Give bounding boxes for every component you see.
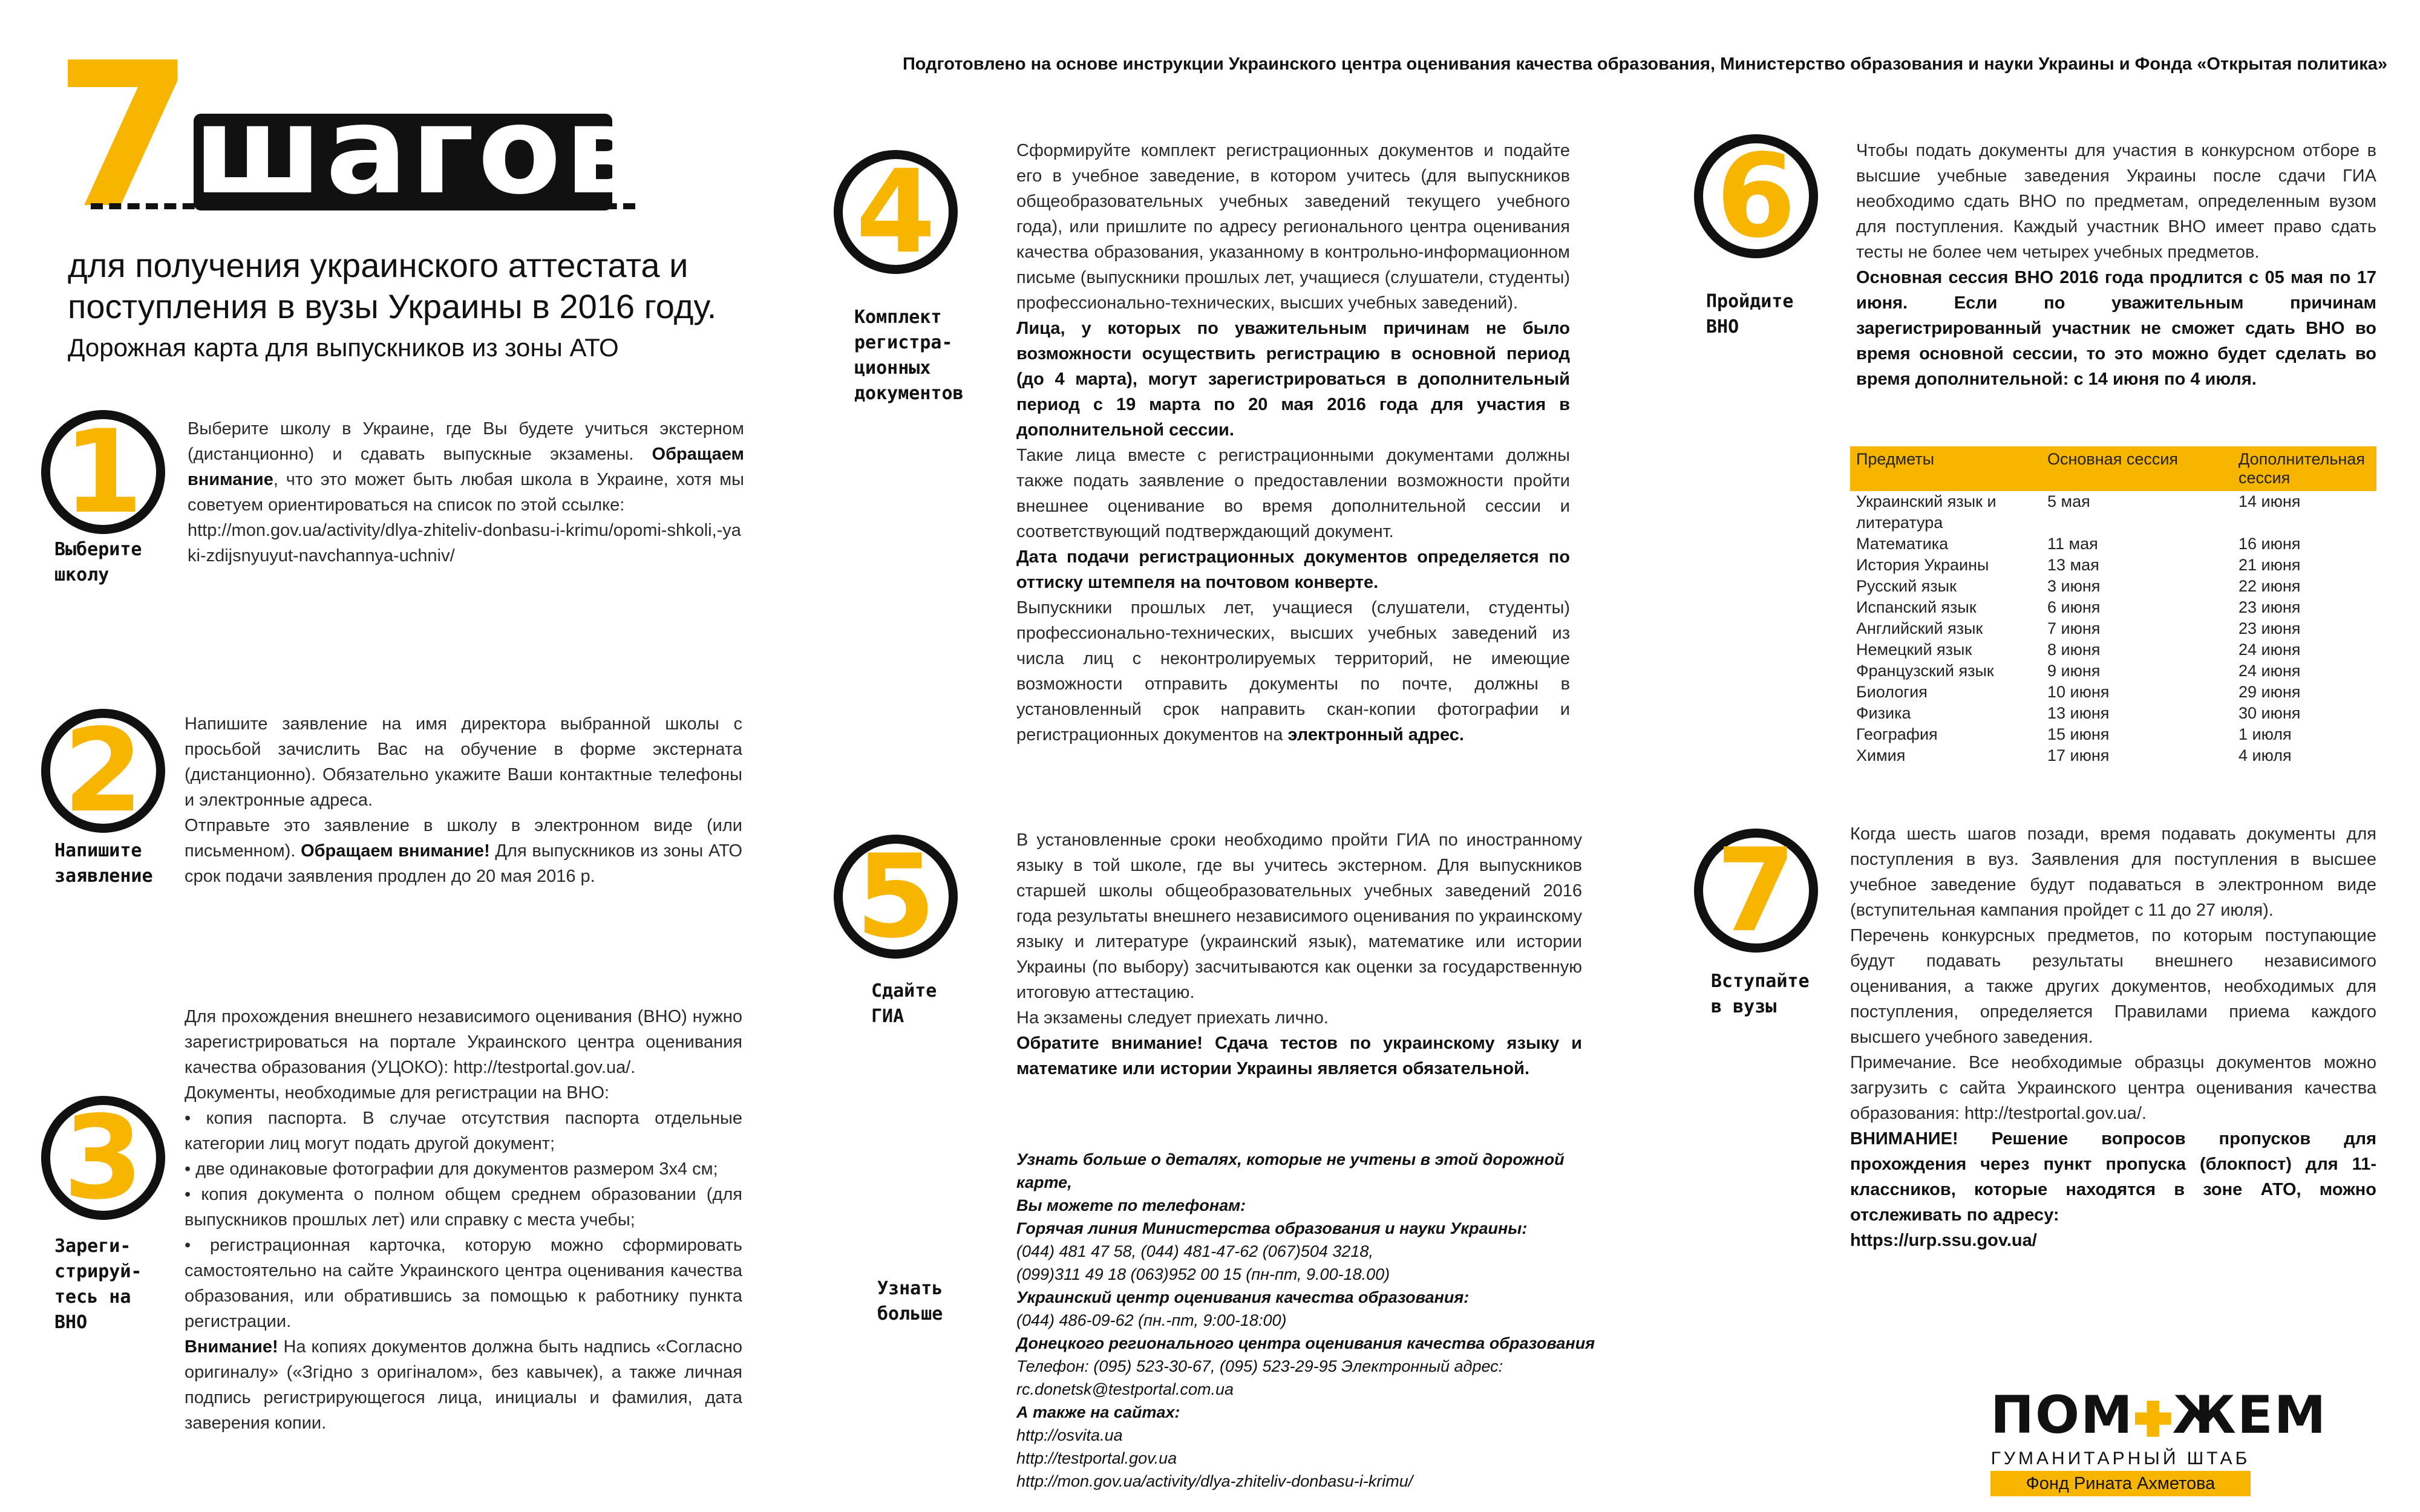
schedule-cell-subject: Физика [1856, 704, 1911, 722]
schedule-body [1850, 491, 2376, 766]
step-6-label-line-1: Пройдите [1706, 291, 1794, 312]
more-info-line-7: (044) 486-09-62 (пн.-пт, 9:00-18:00) [1016, 1311, 1287, 1329]
step-3-text-2: Документы, необходимые для регистрации на ВНО: [185, 1083, 610, 1103]
step-5-label [871, 979, 937, 1029]
schedule-cell-extra: 4 июля [2238, 746, 2292, 764]
schedule-row [1850, 618, 2376, 639]
step-1-text-1: Выберите школу в Украине, где Вы будете учиться экстерном (дистанционно) и сдавать выпускные экзамены. [188, 419, 744, 464]
schedule-row [1850, 597, 2376, 618]
cross-icon [2135, 1401, 2171, 1437]
step-1-label-line-1: Выберите [54, 539, 142, 560]
schedule-cell-main: 15 июня [2047, 725, 2110, 743]
more-info-label-line-1: Узнать [877, 1278, 943, 1299]
step-2-text-1: Напишите заявление на имя директора выбранной школы с просьбой зачислить Вас на обучение в форме экстерната (дистанционно). Обязательно укажите Ваши контактные телефоны и электронные адреса. [185, 714, 742, 810]
schedule-row [1850, 491, 2376, 533]
schedule-cell-extra: 23 июня [2238, 619, 2301, 637]
schedule-cell-subject: География [1856, 725, 1938, 743]
step-5-label-line-1: Сдайте [871, 980, 937, 1002]
step-5-text-1: В установленные сроки необходимо пройти ГИА по иностранному языку в той школе, где вы учитесь экстерном. Для выпускников старшей школы общеобразовательных учебных заведений 2016 года результаты внешнего независимого оценивания по украинскому языку и литературе (украинский язык), математике или истории Украины (по выбору) засчитываются как оценки за государственную итоговую аттестацию. [1016, 830, 1582, 1002]
schedule-cell-main: 8 июня [2047, 640, 2101, 659]
step-3-text [185, 1004, 742, 1436]
more-info-line-11: А также на сайтах: [1016, 1403, 1180, 1421]
step-1-circle [41, 405, 165, 539]
step-4-label-line-3: ционных [854, 357, 931, 379]
schedule-cell-subject: Биология [1856, 683, 1928, 701]
step-4-text-1: Сформируйте комплект регистрационных документов и подайте его в учебное заведение, в котором учитесь (для выпускников общеобразовательных учебных заведений текущего учебного года), или пришлите по адресу регионального центра оценивания качества образования, указанному в контрольно-информационном письме (выпускники прошлых лет, учащиеся (слушатели, студенты) профессионально-технических, высших учебных заведений). [1016, 141, 1570, 313]
step-7-label [1711, 969, 1810, 1020]
step-1-text-2: , что это может быть любая школа в Украине, хотя мы советуем ориентироваться на список по этой ссылке: [188, 470, 744, 515]
step-7-link[interactable]: https://urp.ssu.gov.ua/ [1850, 1231, 2037, 1250]
schedule-cell-main: 9 июня [2047, 662, 2101, 680]
logo-subtitle: ГУМАНИТАРНЫЙ ШТАБ [1990, 1448, 2251, 1468]
step-3-label [54, 1234, 142, 1335]
step-7-label-line-2: в вузы [1711, 996, 1777, 1017]
step-4-label-line-1: Комплект [854, 307, 942, 328]
schedule-cell-subject: Математика [1856, 535, 1949, 553]
logo-text-left: ПОМ [1990, 1385, 2134, 1445]
schedule-cell-subject: Английский язык [1856, 619, 1983, 637]
schedule-cell-subject: Русский язык [1856, 577, 1957, 595]
step-6-session-notice: Основная сессия ВНО 2016 года продлится с 05 мая по 17 июня. Если по уважительным причинам зарегистрированный участник не сможет сдать ВНО во время основной сессии, то это можно будет сделать во время дополнительной: с 14 июня по 4 июля. [1856, 268, 2376, 389]
step-3-number: 3 [63, 1090, 143, 1225]
step-2-text-2: Отправьте это заявление в школу в электронном виде (или письменном). [185, 816, 742, 861]
pomozhem-logo [1990, 1385, 2327, 1445]
more-info-line-5: (099)311 49 18 (063)952 00 15 (пн-пт, 9.00-18.00) [1016, 1265, 1390, 1283]
more-info-label [877, 1276, 943, 1327]
step-4-circle [834, 145, 958, 279]
more-info-text [1016, 1148, 1621, 1493]
schedule-header-main: Основная сессия [2041, 446, 2232, 491]
step-1-label [54, 537, 142, 588]
schedule-cell-main: 10 июня [2047, 683, 2110, 701]
schedule-cell-main: 5 мая [2047, 492, 2090, 510]
step-1-label-line-2: школу [54, 564, 110, 585]
step-5-label-line-2: ГИА [871, 1006, 904, 1027]
step-2-attention: Обращаем внимание! [301, 841, 490, 861]
more-info-link-mon[interactable]: http://mon.gov.ua/activity/dlya-zhiteliv-donbasu-i-krimu/ [1016, 1472, 1413, 1490]
step-3-text-1: Для прохождения внешнего независимого оценивания (ВНО) нужно зарегистрироваться на портале Украинского центра оценивания качества образования (УЦОКО): http://testportal.gov.ua/. [185, 1007, 742, 1077]
step-1-attention: Обращаем внимание [188, 445, 744, 489]
schedule-cell-main: 17 июня [2047, 746, 2110, 764]
schedule-cell-subject: Испанский язык [1856, 598, 1977, 616]
step-5-text-2: На экзамены следует приехать лично. [1016, 1008, 1329, 1028]
schedule-row [1850, 703, 2376, 724]
step-7-notice: ВНИМАНИЕ! Решение вопросов пропусков для прохождения через пункт пропуска (блокпост) для 11-классников, которые находятся в зоне АТО, можно отслеживать по адресу: [1850, 1129, 2376, 1225]
step-6-label-line-2: ВНО [1706, 316, 1739, 337]
schedule-row [1850, 682, 2376, 703]
schedule-cell-main: 3 июня [2047, 577, 2101, 595]
schedule-cell-extra: 16 июня [2238, 535, 2301, 553]
step-1-text [188, 416, 744, 569]
schedule-table [1850, 446, 2376, 766]
subtitle-line-1: для получения украинского аттестата и [68, 246, 688, 284]
schedule-cell-extra: 14 июня [2238, 492, 2301, 510]
step-5-notice: Обратите внимание! Сдача тестов по украинскому языку и математике или истории Украины является обязательной. [1016, 1034, 1582, 1078]
schedule-row [1850, 660, 2376, 682]
schedule-row [1850, 724, 2376, 745]
step-3-bullet-4: • регистрационная карточка, которую можно сформировать самостоятельно на сайте Украинского центра оценивания качества образования, или обратившись за помощью к работнику пункта регистрации. [185, 1236, 742, 1331]
more-info-line-1: Узнать больше о деталях, которые не учтены в этой дорожной карте, [1016, 1150, 1565, 1191]
step-7-number: 7 [1716, 823, 1796, 957]
schedule-cell-extra: 1 июля [2238, 725, 2292, 743]
step-3-bullet-3: • копия документа о полном общем среднем образовании (для выпускников прошлых лет) или справку с места учебы; [185, 1185, 742, 1230]
schedule-header-extra: Дополнительная сессия [2232, 446, 2376, 491]
more-info-line-4: (044) 481 47 58, (044) 481-47-62 (067)504 3218, [1016, 1242, 1373, 1260]
schedule-cell-subject: Немецкий язык [1856, 640, 1972, 659]
step-5-text [1016, 827, 1582, 1081]
step-4-label [854, 305, 964, 406]
step-3-label-line-3: тесь на [54, 1286, 131, 1308]
step-4-date-notice: Дата подачи регистрационных документов определяется по оттиску штемпеля на почтовом конверте. [1016, 547, 1570, 592]
step-5-circle [834, 829, 958, 963]
step-7-text-1: Когда шесть шагов позади, время подавать документы для поступления в вуз. Заявления для поступления в высшее учебное заведение будут подаваться в электронном виде (вступительная кампания пройдет с 11 до 27 июля). [1850, 824, 2376, 920]
schedule-cell-main: 6 июня [2047, 598, 2101, 616]
step-3-bullet-1: • копия паспорта. В случае отсутствия паспорта отдельные категории лиц могут подать другой документ; [185, 1109, 742, 1153]
step-4-label-line-2: регистра- [854, 332, 953, 353]
logo-fund: Фонд Рината Ахметова [1990, 1471, 2251, 1496]
step-7-text [1850, 821, 2376, 1253]
step-4-label-line-4: документов [854, 383, 964, 404]
schedule-cell-extra: 30 июня [2238, 704, 2301, 722]
step-2-text-3: Для выпускников из зоны АТО срок подачи заявления продлен до 20 мая 2016 р. [185, 841, 742, 886]
subtitle [68, 245, 733, 368]
step-3-label-line-2: стрируй- [54, 1261, 142, 1282]
schedule-cell-subject: Химия [1856, 746, 1906, 764]
schedule-cell-subject: Французский язык [1856, 662, 1994, 680]
schedule-cell-subject: Украинский язык и литература [1856, 492, 1996, 532]
step-1-link[interactable]: http://mon.gov.ua/activity/dlya-zhiteliv-donbasu-i-krimu/opomi-shkoli,-yaki-zdijsnyuyut-navchannya-uchniv/ [188, 521, 741, 565]
schedule-row [1850, 555, 2376, 576]
more-info-line-3: Горячая линия Министерства образования и науки Украины: [1016, 1219, 1528, 1237]
step-6-circle [1694, 129, 1818, 263]
step-4-number: 4 [855, 145, 936, 279]
step-7-text-2: Перечень конкурсных предметов, по которым поступающие будут подавать результаты внешнего независимого оценивания, а также других документов, необходимых для поступления, определяется Правилами приема каждого высшего учебного заведения. [1850, 926, 2376, 1047]
step-4-text [1016, 138, 1570, 748]
subtitle-line-3: Дорожная карта для выпускников из зоны АТО [68, 333, 619, 362]
title-word: шагов [194, 80, 645, 221]
more-info-link-testportal[interactable]: http://testportal.gov.ua [1016, 1449, 1177, 1467]
schedule-cell-extra: 21 июня [2238, 556, 2301, 574]
header-note: Подготовлено на основе инструкции Украинского центра оценивания качества образования, Министерство образования и науки Украины и Фонда «Открытая политика» [902, 54, 2387, 74]
title-underline [91, 203, 635, 209]
more-info-link-osvita[interactable]: http://osvita.ua [1016, 1426, 1123, 1444]
step-2-label-line-1: Напишите [54, 840, 142, 861]
schedule-row [1850, 639, 2376, 660]
schedule-cell-main: 7 июня [2047, 619, 2101, 637]
schedule-row [1850, 576, 2376, 597]
schedule-header-row [1850, 446, 2376, 491]
step-2-circle [41, 703, 165, 838]
step-6-number: 6 [1716, 129, 1796, 263]
step-2-label-line-2: заявление [54, 865, 153, 887]
step-3-attention: Внимание! [185, 1337, 278, 1357]
more-info-line-9: Телефон: (095) 523-30-67, (095) 523-29-95 Электронный адрес: [1016, 1357, 1503, 1375]
schedule-row [1850, 745, 2376, 766]
more-info-line-2: Вы можете по телефонам: [1016, 1196, 1246, 1214]
step-3-circle [41, 1090, 165, 1225]
step-3-bullet-2: • две одинаковые фотографии для документов размером 3х4 см; [185, 1159, 718, 1179]
schedule-cell-extra: 24 июня [2238, 662, 2301, 680]
step-7-label-line-1: Вступайте [1711, 971, 1810, 992]
schedule-cell-extra: 24 июня [2238, 640, 2301, 659]
step-3-label-line-4: ВНО [54, 1312, 88, 1333]
schedule-cell-main: 13 июня [2047, 704, 2110, 722]
step-7-text-3: Примечание. Все необходимые образцы документов можно загрузить с сайта Украинского центра оценивания качества образования: http://testportal.gov.ua/. [1850, 1053, 2376, 1123]
schedule-row [1850, 533, 2376, 555]
subtitle-line-2: поступления в вузы Украины в 2016 году. [68, 287, 717, 325]
title-number: 7 [54, 20, 194, 252]
logo-text-right: ЖЕМ [2172, 1385, 2327, 1445]
step-6-label [1706, 289, 1794, 340]
step-6-text [1856, 138, 2376, 392]
step-4-text-5: Выпускники прошлых лет, учащиеся (слушатели, студенты) профессионально-технических, высших учебных заведений из числа лиц с неконтролируемых территорий, не имеющие возможности отправить документы по почте, должны в установленный срок направить скан-копии фотографии и регистрационных документов на [1016, 598, 1570, 745]
step-4-text-3: Такие лица вместе с регистрационными документами должны также подать заявление о предоставлении возможности пройти внешнее оценивание во время дополнительной сессии и соответствующий подтверждающий документ. [1016, 446, 1570, 541]
schedule-table-wrapper [1850, 446, 2376, 766]
step-5-number: 5 [855, 829, 936, 963]
step-2-text [185, 711, 742, 889]
schedule-cell-subject: История Украины [1856, 556, 1989, 574]
schedule-cell-main: 11 мая [2047, 535, 2098, 553]
more-info-email[interactable]: rc.donetsk@testportal.com.ua [1016, 1380, 1234, 1398]
step-3-text-3: На копиях документов должна быть надпись «Согласно оригиналу» («Згідно з оригіналом», без кавычек), а также личная подпись регистрирующегося лица, инициалы и фамилия, дата заверения копии. [185, 1337, 742, 1433]
step-4-notice: Лица, у которых по уважительным причинам не было возможности осуществить регистрацию в основной период (до 4 марта), могут зарегистрироваться в дополнительный период с 19 марта по 20 мая 2016 года для участия в дополнительной сессии. [1016, 319, 1570, 440]
schedule-cell-extra: 22 июня [2238, 577, 2301, 595]
step-7-circle [1694, 823, 1818, 957]
step-1-number: 1 [63, 405, 143, 539]
step-6-text-1: Чтобы подать документы для участия в конкурсном отборе в высшие учебные заведения Украины после сдачи ГИА необходимо сдать ВНО по предметам, определенным вузом для поступления. Каждый участник ВНО имеет право сдать тесты не более чем четырех учебных предметов. [1856, 141, 2376, 262]
step-2-label [54, 838, 153, 889]
more-info-line-8: Донецкого регионального центра оценивания качества образования [1016, 1334, 1595, 1352]
step-2-number: 2 [63, 703, 143, 838]
schedule-cell-extra: 23 июня [2238, 598, 2301, 616]
step-3-label-line-1: Зареги- [54, 1236, 131, 1257]
more-info-label-line-2: больше [877, 1303, 943, 1325]
schedule-cell-main: 13 мая [2047, 556, 2099, 574]
more-info-line-6: Украинский центр оценивания качества образования: [1016, 1288, 1470, 1306]
schedule-cell-extra: 29 июня [2238, 683, 2301, 701]
step-4-email-note: электронный адрес. [1287, 725, 1464, 745]
schedule-header-subject: Предметы [1850, 446, 2041, 491]
